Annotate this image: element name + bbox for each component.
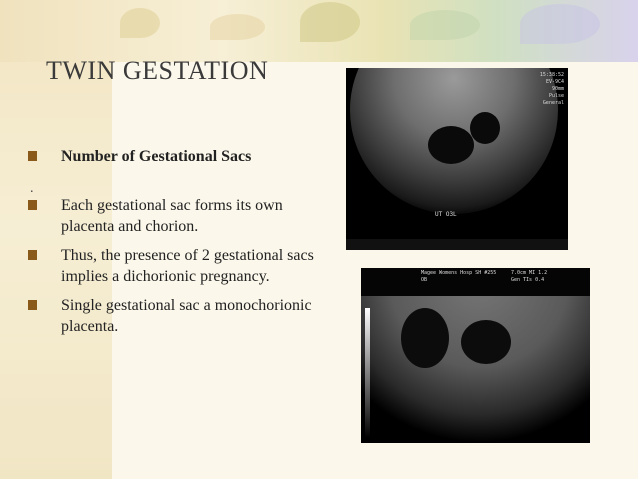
bullet-item [28,245,318,287]
ultrasound-image-2 [361,268,590,443]
bullet-text: Number of Gestational Sacs [61,148,252,165]
ultrasound-hud: 15:38:52 EV-9C4 90mm Pulse General [539,72,564,106]
ultrasound-image-1 [346,68,568,250]
bullet-square-icon [28,300,37,310]
bullet-list [28,146,318,345]
bullet-text: Each gestational sac forms its own placenta and chorion. [61,197,283,235]
ultrasound-footer-bar [346,239,568,250]
slide-title: TWIN GESTATION [46,56,269,85]
bullet-square-icon [28,151,37,161]
ultrasound-label: UT O3L [435,211,457,218]
leaf-decoration [410,10,480,40]
leaf-decoration [300,2,360,42]
bullet-item [28,195,318,237]
bullet-text: Thus, the presence of 2 gestational sacs implies a dichorionic pregnancy. [61,247,314,285]
ultrasound-header: Magee Womens Hosp SH #255 OB 7.0cm MI 1.2 Gen TIs 0.4 [361,268,590,296]
gestational-sac [428,126,474,164]
decorative-top-band [0,0,638,62]
gestational-sac [461,320,511,364]
bullet-item [28,146,318,167]
gestational-sac [470,112,500,144]
leaf-decoration [120,8,160,38]
bullet-text: Single gestational sac a monochorionic placenta. [61,297,312,335]
bullet-item [28,295,318,337]
grayscale-bar [365,308,370,438]
bullet-square-icon [28,250,37,260]
gestational-sac [401,308,449,368]
stray-mark: . [30,181,34,196]
bullet-square-icon [28,200,37,210]
leaf-decoration [210,14,265,40]
leaf-decoration [520,4,600,44]
